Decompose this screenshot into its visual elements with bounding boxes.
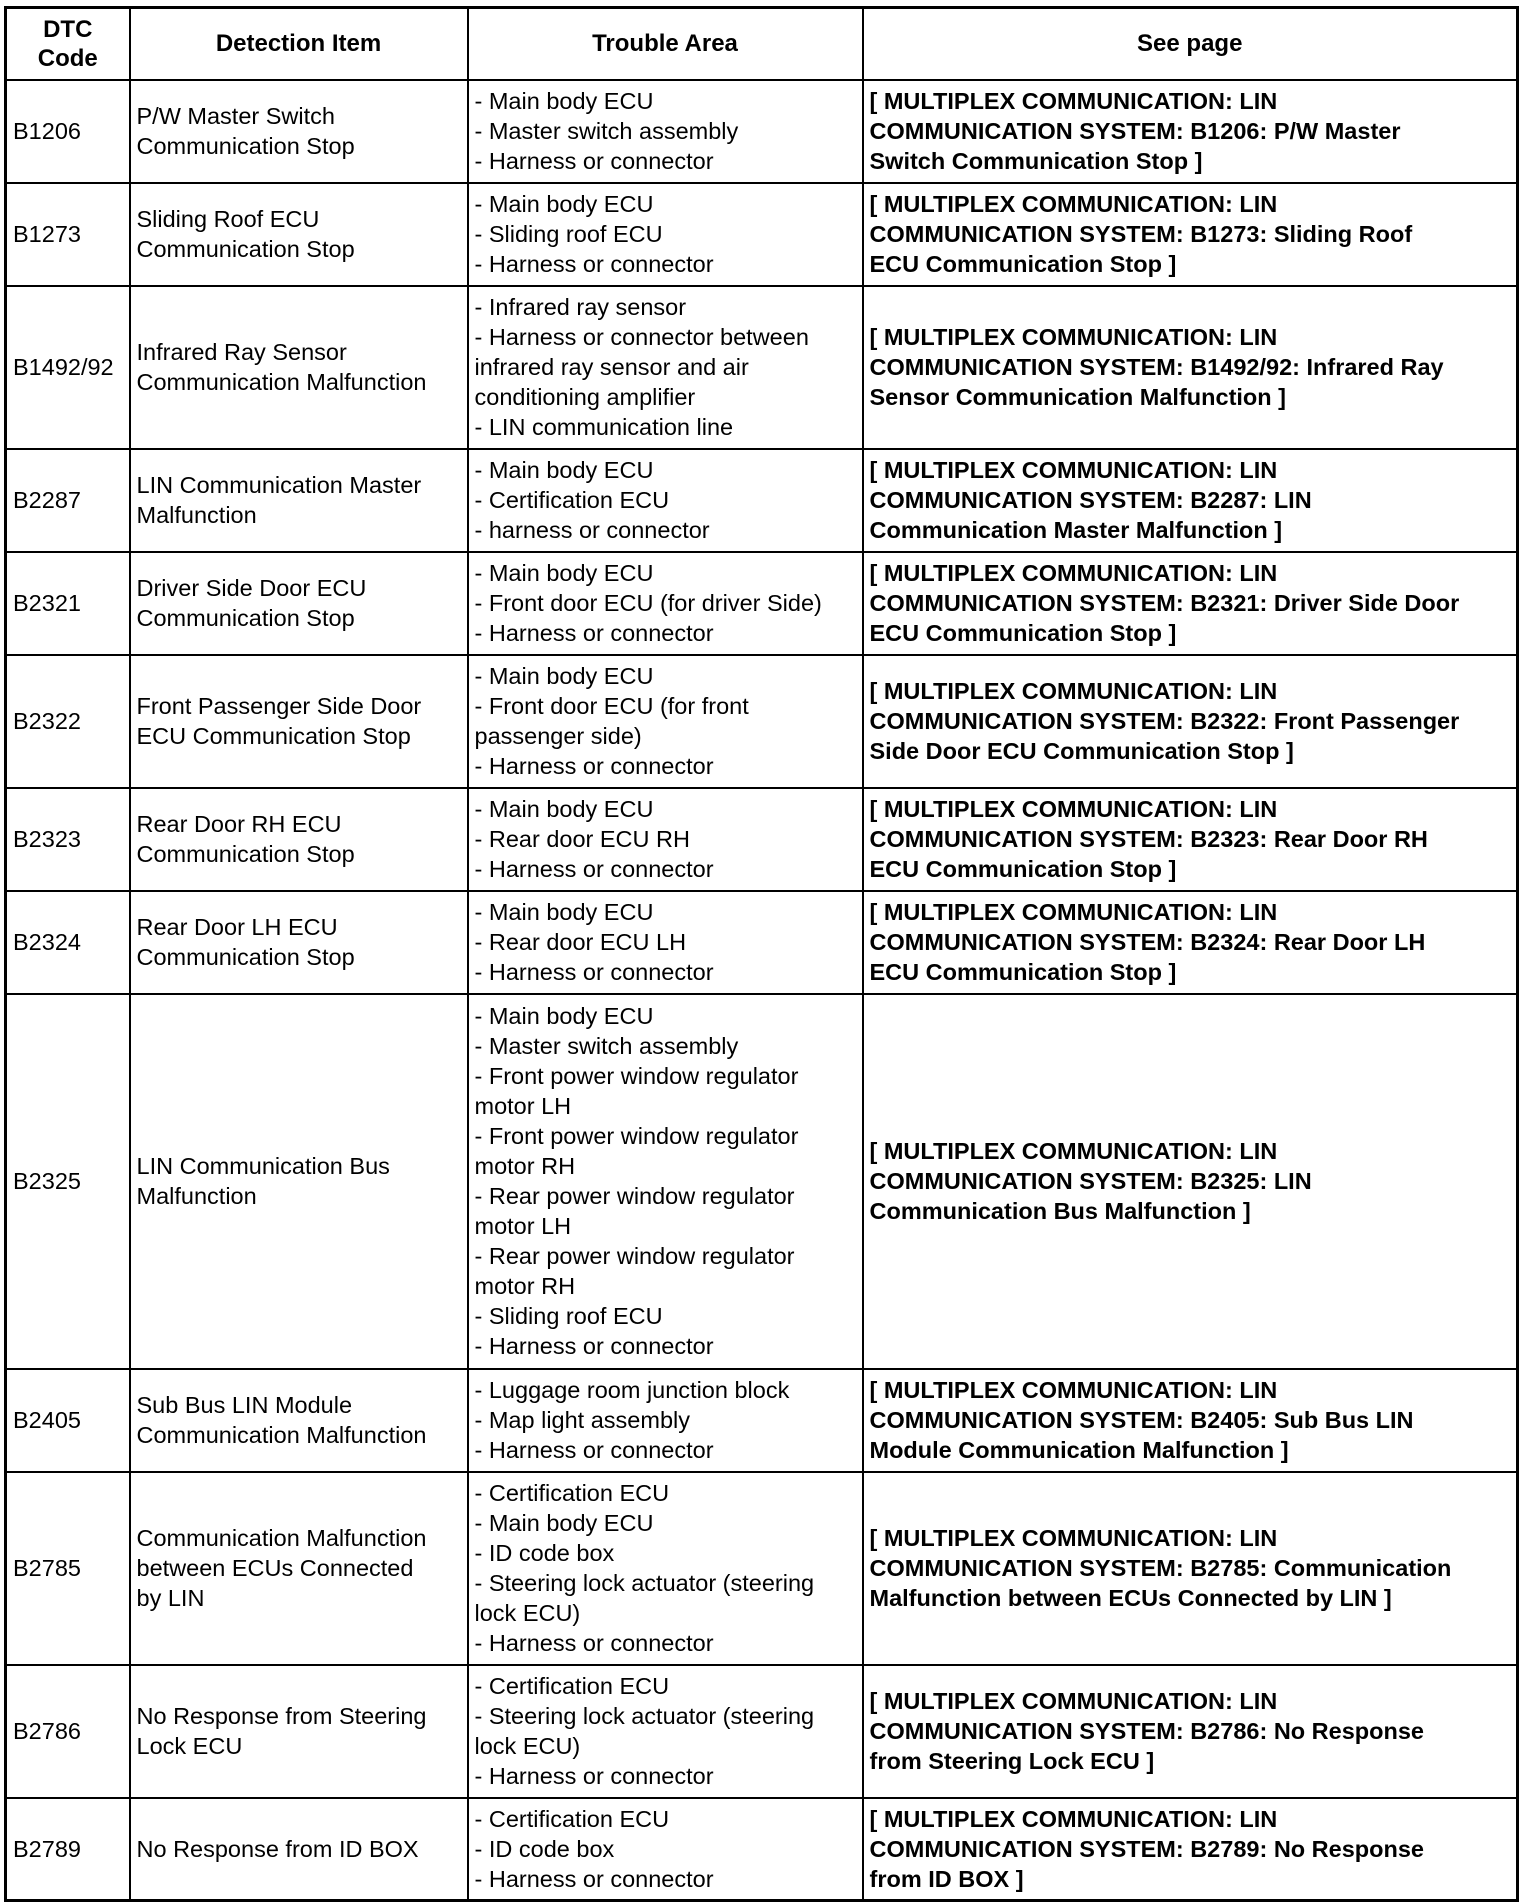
see-page-cell-line: from Steering Lock ECU ] [869, 1748, 1155, 1774]
detection-item-cell-line: Lock ECU [136, 1733, 243, 1759]
trouble-area-cell-line: - Harness or connector [474, 753, 714, 779]
trouble-area-cell-line: - Main body ECU [474, 899, 654, 925]
header-detection-item: Detection Item [130, 8, 468, 80]
trouble-area-cell-line: - Front power window regulator [474, 1123, 799, 1149]
dtc-code-cell: B2321 [6, 552, 130, 655]
detection-item-cell-line: Infrared Ray Sensor [136, 339, 347, 365]
detection-item-cell-line: P/W Master Switch [136, 103, 335, 129]
see-page-cell-line: Side Door ECU Communication Stop ] [869, 738, 1294, 764]
trouble-area-cell-line: - Certification ECU [474, 1805, 670, 1832]
see-page-cell-line: [ MULTIPLEX COMMUNICATION: LIN [869, 324, 1278, 350]
see-page-cell-line: [ MULTIPLEX COMMUNICATION: LIN [869, 1377, 1278, 1403]
table-row [6, 183, 1518, 286]
trouble-area-cell-line: - Harness or connector [474, 1333, 714, 1359]
see-page-cell-line: [ MULTIPLEX COMMUNICATION: LIN [869, 796, 1278, 822]
trouble-area-cell [468, 1665, 863, 1798]
trouble-area-cell [468, 1369, 863, 1472]
see-page-cell [863, 552, 1518, 655]
detection-item-cell-line: Rear Door RH ECU [136, 811, 342, 837]
table-row [6, 1472, 1518, 1665]
see-page-cell-line: Communication Bus Malfunction ] [869, 1198, 1251, 1224]
dtc-code-cell: B1492/92 [6, 286, 130, 449]
trouble-area-cell-line: - ID code box [474, 1835, 615, 1862]
table-row [6, 80, 1518, 183]
trouble-area-cell-line: - Harness or connector [474, 1437, 714, 1463]
trouble-area-cell-line: motor LH [474, 1213, 572, 1239]
detection-item-cell-line: Rear Door LH ECU [136, 914, 338, 940]
detection-item-cell [130, 183, 468, 286]
detection-item-cell [130, 286, 468, 449]
trouble-area-cell-line: - Master switch assembly [474, 1033, 739, 1059]
detection-item-cell-line: Communication Malfunction [136, 369, 427, 395]
see-page-cell-line: [ MULTIPLEX COMMUNICATION: LIN [869, 1525, 1278, 1551]
see-page-cell-line: ECU Communication Stop ] [869, 251, 1177, 277]
see-page-cell-line: COMMUNICATION SYSTEM: B2325: LIN [869, 1168, 1312, 1194]
see-page-cell [863, 1665, 1518, 1798]
detection-item-cell-line: Malfunction [136, 1183, 257, 1209]
trouble-area-cell [468, 655, 863, 788]
trouble-area-cell-line: - Rear power window regulator [474, 1243, 795, 1269]
see-page-cell [863, 286, 1518, 449]
table-row [6, 449, 1518, 552]
detection-item-cell-line: Communication Stop [136, 236, 355, 262]
see-page-cell [863, 449, 1518, 552]
table-body [6, 80, 1518, 1901]
trouble-area-cell-line: - Main body ECU [474, 663, 654, 689]
detection-item-cell-line: Communication Stop [136, 605, 355, 631]
see-page-cell [863, 1798, 1518, 1901]
see-page-cell-line: [ MULTIPLEX COMMUNICATION: LIN [869, 1138, 1278, 1164]
detection-item-cell [130, 994, 468, 1369]
trouble-area-cell [468, 994, 863, 1369]
see-page-cell-line: Communication Master Malfunction ] [869, 517, 1283, 543]
detection-item-cell-line: Communication Stop [136, 133, 355, 159]
trouble-area-cell-line: - Front door ECU (for driver Side) [474, 590, 822, 616]
detection-item-cell-line: Malfunction [136, 502, 257, 528]
see-page-cell-line: COMMUNICATION SYSTEM: B1492/92: Infrared Ray [869, 354, 1444, 380]
detection-item-cell-line: Communication Stop [136, 944, 355, 970]
trouble-area-cell-line: - Harness or connector [474, 959, 714, 985]
detection-item-cell [130, 1798, 468, 1901]
table-row [6, 655, 1518, 788]
dtc-code-cell: B2789 [6, 1798, 130, 1901]
trouble-area-cell-line: - Sliding roof ECU [474, 1303, 663, 1329]
trouble-area-cell [468, 449, 863, 552]
trouble-area-cell-line: - Certification ECU [474, 1673, 670, 1699]
table-row [6, 1798, 1518, 1901]
see-page-cell-line: COMMUNICATION SYSTEM: B2789: No Response [869, 1835, 1424, 1862]
trouble-area-cell [468, 80, 863, 183]
table-row [6, 788, 1518, 891]
trouble-area-cell-line: lock ECU) [474, 1600, 581, 1626]
table-row [6, 994, 1518, 1369]
trouble-area-cell-line: - Main body ECU [474, 457, 654, 483]
trouble-area-cell-line: - Harness or connector [474, 1865, 714, 1892]
detection-item-cell [130, 788, 468, 891]
see-page-cell-line: COMMUNICATION SYSTEM: B2786: No Response [869, 1718, 1424, 1744]
detection-item-cell [130, 655, 468, 788]
trouble-area-cell-line: - Harness or connector [474, 1763, 714, 1789]
trouble-area-cell-line: motor RH [474, 1153, 576, 1179]
see-page-cell [863, 183, 1518, 286]
detection-item-cell-line: No Response from ID BOX [136, 1835, 419, 1862]
see-page-cell-line: COMMUNICATION SYSTEM: B1273: Sliding Roof [869, 221, 1413, 247]
dtc-code-cell: B2324 [6, 891, 130, 994]
table-row [6, 286, 1518, 449]
trouble-area-cell [468, 552, 863, 655]
detection-item-cell [130, 1472, 468, 1665]
detection-item-cell-line: Front Passenger Side Door [136, 693, 422, 719]
see-page-cell-line: COMMUNICATION SYSTEM: B2323: Rear Door RH [869, 826, 1428, 852]
dtc-code-cell: B1206 [6, 80, 130, 183]
see-page-cell-line: COMMUNICATION SYSTEM: B2321: Driver Side Door [869, 590, 1460, 616]
trouble-area-cell-line: - Harness or connector [474, 620, 714, 646]
detection-item-cell-line: Sliding Roof ECU [136, 206, 320, 232]
trouble-area-cell-line: conditioning amplifier [474, 384, 696, 410]
see-page-cell [863, 655, 1518, 788]
dtc-code-cell: B2287 [6, 449, 130, 552]
trouble-area-cell-line: motor RH [474, 1273, 576, 1299]
detection-item-cell-line: Driver Side Door ECU [136, 575, 367, 601]
table-row [6, 1369, 1518, 1472]
dtc-table [4, 6, 1519, 1902]
see-page-cell-line: Switch Communication Stop ] [869, 148, 1203, 174]
trouble-area-cell-line: - Main body ECU [474, 191, 654, 217]
detection-item-cell-line: Communication Malfunction [136, 1422, 427, 1448]
see-page-cell-line: [ MULTIPLEX COMMUNICATION: LIN [869, 899, 1278, 925]
trouble-area-cell-line: - ID code box [474, 1540, 615, 1566]
see-page-cell-line: [ MULTIPLEX COMMUNICATION: LIN [869, 457, 1278, 483]
trouble-area-cell [468, 1798, 863, 1901]
see-page-cell-line: [ MULTIPLEX COMMUNICATION: LIN [869, 560, 1278, 586]
trouble-area-cell-line: - Sliding roof ECU [474, 221, 663, 247]
see-page-cell-line: from ID BOX ] [869, 1865, 1024, 1892]
trouble-area-cell [468, 183, 863, 286]
header-trouble-area: Trouble Area [468, 8, 863, 80]
trouble-area-cell-line: - Rear power window regulator [474, 1183, 795, 1209]
trouble-area-cell-line: - Harness or connector between [474, 324, 809, 350]
trouble-area-cell-line: - Front power window regulator [474, 1063, 799, 1089]
trouble-area-cell-line: - Luggage room junction block [474, 1377, 790, 1403]
see-page-cell-line: COMMUNICATION SYSTEM: B2324: Rear Door LH [869, 929, 1426, 955]
see-page-cell-line: [ MULTIPLEX COMMUNICATION: LIN [869, 191, 1278, 217]
detection-item-cell [130, 891, 468, 994]
see-page-cell-line: Sensor Communication Malfunction ] [869, 384, 1286, 410]
trouble-area-cell-line: - Map light assembly [474, 1407, 690, 1433]
trouble-area-cell-line: - Front door ECU (for front [474, 693, 749, 719]
header-see-page: See page [863, 8, 1518, 80]
see-page-cell [863, 1369, 1518, 1472]
trouble-area-cell-line: - Harness or connector [474, 1630, 714, 1656]
trouble-area-cell [468, 1472, 863, 1665]
trouble-area-cell-line: motor LH [474, 1093, 572, 1119]
trouble-area-cell-line: - Main body ECU [474, 796, 654, 822]
trouble-area-cell-line: - Steering lock actuator (steering [474, 1703, 815, 1729]
trouble-area-cell-line: - Certification ECU [474, 487, 670, 513]
see-page-cell-line: [ MULTIPLEX COMMUNICATION: LIN [869, 1805, 1278, 1832]
table-row [6, 552, 1518, 655]
trouble-area-cell-line: - LIN communication line [474, 414, 734, 440]
see-page-cell [863, 788, 1518, 891]
detection-item-cell [130, 1369, 468, 1472]
trouble-area-cell-line: - Infrared ray sensor [474, 294, 687, 320]
dtc-code-cell: B2785 [6, 1472, 130, 1665]
see-page-cell-line: [ MULTIPLEX COMMUNICATION: LIN [869, 678, 1278, 704]
trouble-area-cell-line: - Main body ECU [474, 88, 654, 114]
dtc-code-cell: B1273 [6, 183, 130, 286]
dtc-code-cell: B2323 [6, 788, 130, 891]
see-page-cell-line: ECU Communication Stop ] [869, 620, 1177, 646]
trouble-area-cell-line: - Harness or connector [474, 251, 714, 277]
dtc-code-cell: B2325 [6, 994, 130, 1369]
trouble-area-cell [468, 286, 863, 449]
trouble-area-cell-line: - Main body ECU [474, 1510, 654, 1536]
dtc-code-cell: B2322 [6, 655, 130, 788]
detection-item-cell-line: between ECUs Connected [136, 1555, 414, 1581]
see-page-cell-line: Module Communication Malfunction ] [869, 1437, 1289, 1463]
see-page-cell [863, 891, 1518, 994]
trouble-area-cell-line: passenger side) [474, 723, 642, 749]
trouble-area-cell-line: - Harness or connector [474, 148, 714, 174]
detection-item-cell [130, 552, 468, 655]
see-page-cell-line: COMMUNICATION SYSTEM: B2322: Front Passenger [869, 708, 1460, 734]
trouble-area-cell-line: - Steering lock actuator (steering [474, 1570, 815, 1596]
trouble-area-cell-line: - Rear door ECU RH [474, 826, 690, 852]
see-page-cell-line: Malfunction between ECUs Connected by LIN ] [869, 1585, 1392, 1611]
trouble-area-cell-line: - Harness or connector [474, 856, 714, 882]
trouble-area-cell-line: - Certification ECU [474, 1480, 670, 1506]
see-page-cell [863, 994, 1518, 1369]
see-page-cell-line: COMMUNICATION SYSTEM: B2785: Communication [869, 1555, 1452, 1581]
trouble-area-cell-line: infrared ray sensor and air [474, 354, 749, 380]
detection-item-cell-line: Communication Malfunction [136, 1525, 427, 1551]
trouble-area-cell [468, 891, 863, 994]
table-row [6, 891, 1518, 994]
detection-item-cell-line: No Response from Steering [136, 1703, 427, 1729]
detection-item-cell-line: LIN Communication Bus [136, 1153, 390, 1179]
see-page-cell-line: ECU Communication Stop ] [869, 959, 1177, 985]
detection-item-cell-line: Communication Stop [136, 841, 355, 867]
trouble-area-cell-line: - Main body ECU [474, 560, 654, 586]
header-row [6, 8, 1518, 80]
see-page-cell-line: COMMUNICATION SYSTEM: B2287: LIN [869, 487, 1312, 513]
detection-item-cell-line: ECU Communication Stop [136, 723, 411, 749]
see-page-cell-line: COMMUNICATION SYSTEM: B1206: P/W Master [869, 118, 1401, 144]
header-dtc-code: DTC Code [6, 8, 130, 80]
see-page-cell-line: COMMUNICATION SYSTEM: B2405: Sub Bus LIN [869, 1407, 1414, 1433]
detection-item-cell [130, 1665, 468, 1798]
see-page-cell-line: ECU Communication Stop ] [869, 856, 1177, 882]
detection-item-cell-line: by LIN [136, 1585, 205, 1611]
see-page-cell-line: [ MULTIPLEX COMMUNICATION: LIN [869, 1688, 1278, 1714]
detection-item-cell [130, 80, 468, 183]
see-page-cell-line: [ MULTIPLEX COMMUNICATION: LIN [869, 88, 1278, 114]
detection-item-cell-line: LIN Communication Master [136, 472, 422, 498]
dtc-code-cell: B2786 [6, 1665, 130, 1798]
detection-item-cell-line: Sub Bus LIN Module [136, 1392, 353, 1418]
dtc-code-cell: B2405 [6, 1369, 130, 1472]
trouble-area-cell [468, 788, 863, 891]
table-row [6, 1665, 1518, 1798]
see-page-cell [863, 1472, 1518, 1665]
trouble-area-cell-line: lock ECU) [474, 1733, 581, 1759]
trouble-area-cell-line: - harness or connector [474, 517, 710, 543]
trouble-area-cell-line: - Main body ECU [474, 1003, 654, 1029]
see-page-cell [863, 80, 1518, 183]
trouble-area-cell-line: - Rear door ECU LH [474, 929, 687, 955]
detection-item-cell [130, 449, 468, 552]
trouble-area-cell-line: - Master switch assembly [474, 118, 739, 144]
